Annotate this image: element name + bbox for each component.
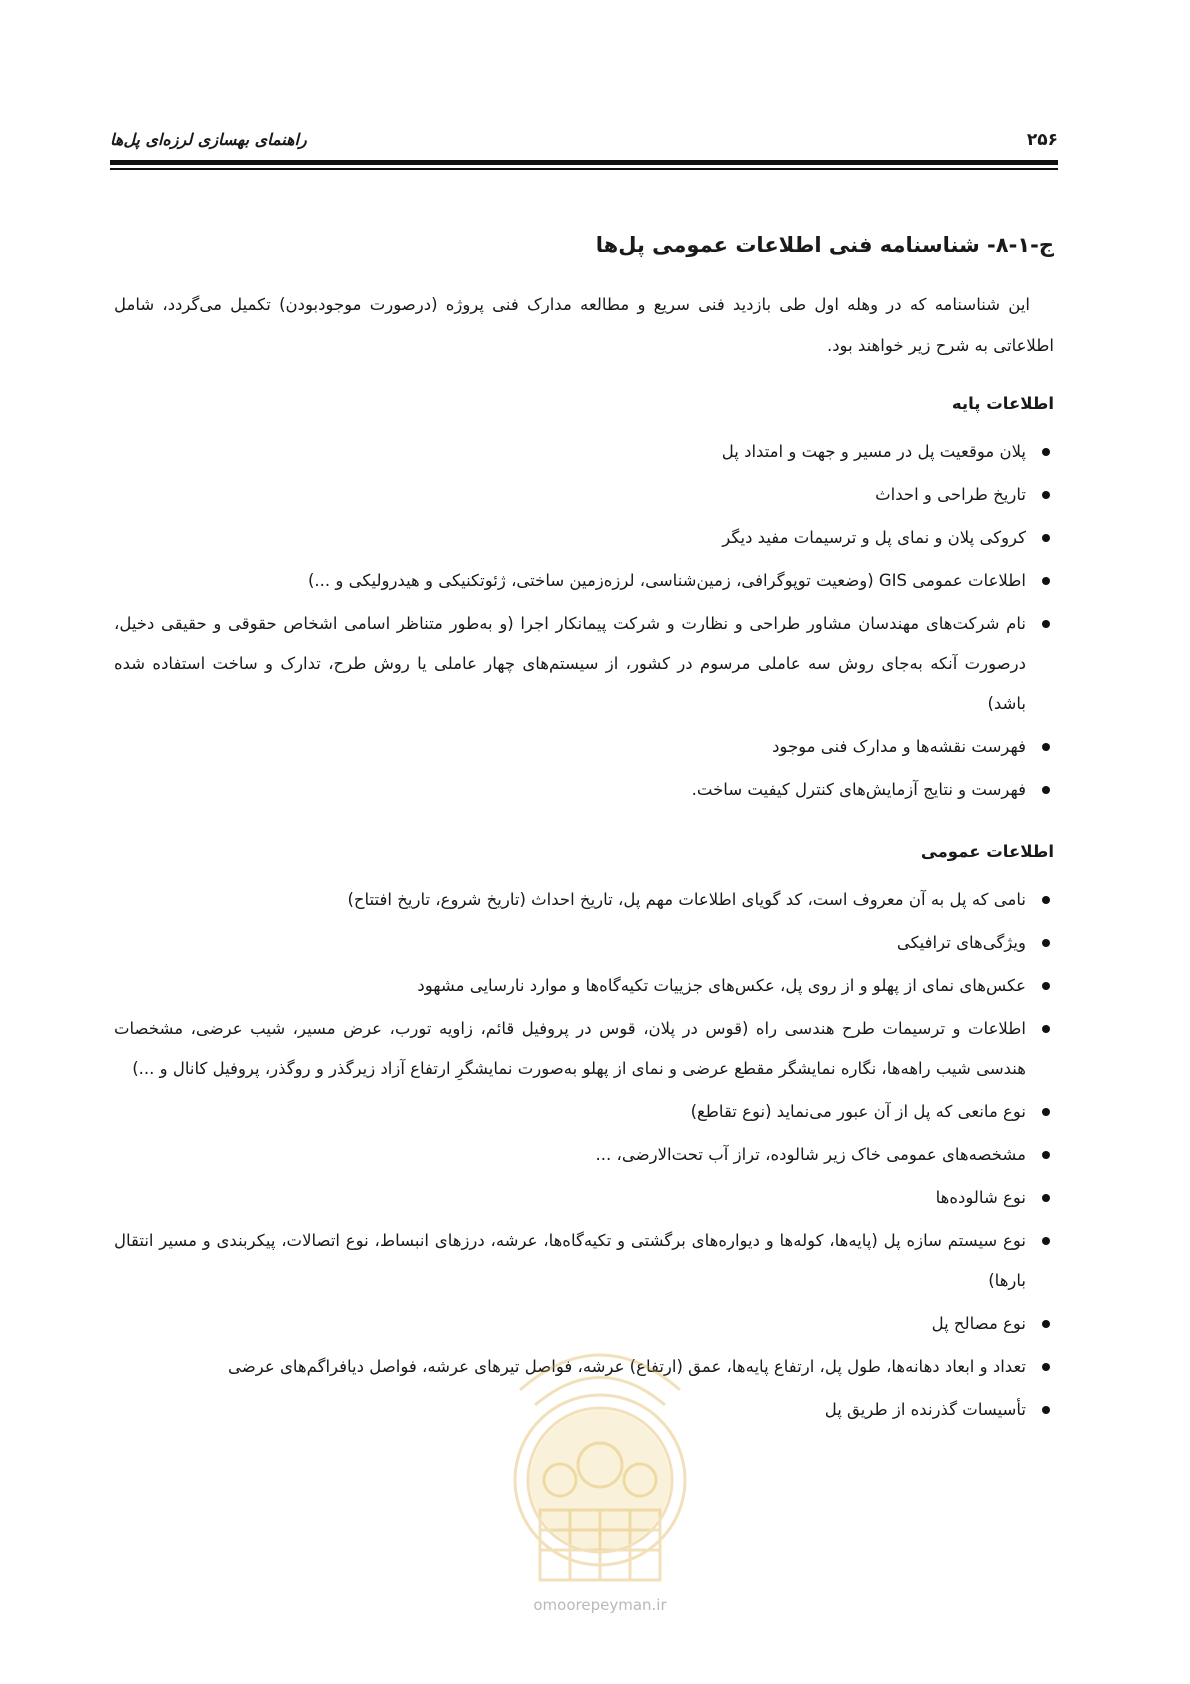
list-item [114,1347,1054,1387]
list-item-text: تأسیسات گذرنده از طریق پل [824,1400,1026,1419]
book-title: راهنمای بهسازی لرزه‌ای پل‌ها [110,130,307,149]
bullet-icon [1042,448,1050,456]
bullet-icon [1042,982,1050,990]
section-title: ج-۱-۸- شناسنامه فنی اطلاعات عمومی پل‌ها [595,233,1054,257]
list-item [114,1221,1054,1301]
general-info-list [114,880,1054,1430]
list-item [114,1178,1054,1218]
list-item-text: فهرست نقشه‌ها و مدارک فنی موجود [772,737,1026,756]
basic-info-heading: اطلاعات پایه [951,394,1054,413]
list-item [114,1390,1054,1430]
list-item [114,432,1054,472]
bullet-icon [1042,786,1050,794]
bullet-icon [1042,1406,1050,1414]
bullet-icon [1042,534,1050,542]
list-item [114,561,1054,601]
list-item [114,1304,1054,1344]
list-item-text: عکس‌های نمای از پهلو و از روی پل، عکس‌های جزییات تکیه‌گاه‌ها و موارد نارسایی مشهود [417,976,1026,995]
list-item [114,1135,1054,1175]
list-item-text: نامی که پل به آن معروف است، کد گویای اطلاعات مهم پل، تاریخ احداث (تاریخ شروع، تاریخ افتتاح) [347,890,1026,909]
bullet-icon [1042,896,1050,904]
list-item-text: کروکی پلان و نمای پل و ترسیمات مفید دیگر [722,528,1026,547]
list-item [114,475,1054,515]
watermark-url: omoorepeyman.ir [533,1596,667,1614]
bullet-icon [1042,1151,1050,1159]
list-item-text: ویژگی‌های ترافیکی [896,933,1026,952]
list-item [114,1092,1054,1132]
bullet-icon [1042,577,1050,585]
list-item [114,1009,1054,1089]
bullet-icon [1042,1237,1050,1245]
bullet-icon [1042,1108,1050,1116]
basic-info-list [114,432,1054,810]
bullet-icon [1042,491,1050,499]
list-item-text: نوع سیستم سازه پل (پایه‌ها، کوله‌ها و دیواره‌های برگشتی و تکیه‌گاه‌ها، عرشه، درزهای انبساط، نوع اتصالات، پیکربندی و مسیر انتقال بارها) [114,1231,1026,1290]
list-item-text: فهرست و نتایج آزمایش‌های کنترل کیفیت ساخت. [691,780,1026,799]
list-item-text: تعداد و ابعاد دهانه‌ها، طول پل، ارتفاع پایه‌ها، عمق (ارتفاع) عرشه، فواصل تیرهای عرشه، فواصل دیافراگم‌های عرضی [228,1357,1026,1376]
general-info-heading: اطلاعات عمومی [920,842,1054,861]
list-item-text: اطلاعات و ترسیمات طرح هندسی راه (قوس در پلان، قوس در پروفیل قائم، زاویه تورب، عرض مسیر، شیب عرضی، مشخصات هندسی شیب راهه‌ها، نگاره نمایشگر مقطع عرضی و نمای از پهلو به‌صورت نمایشگرِ ارتفاع آزاد زیرگذر و روگذر، پروفیل کانال و ...) [114,1019,1026,1078]
list-item [114,518,1054,558]
list-item [114,923,1054,963]
list-item-text: نوع شالوده‌ها [935,1188,1026,1207]
list-item-text: نوع مانعی که پل از آن عبور می‌نماید (نوع تقاطع) [690,1102,1026,1121]
list-item-text: مشخصه‌های عمومی خاک زیر شالوده، تراز آب تحت‌الارضی، ... [595,1145,1026,1164]
list-item [114,966,1054,1006]
list-item-text: پلان موقعیت پل در مسیر و جهت و امتداد پل [721,442,1026,461]
running-header [110,130,1058,156]
bullet-icon [1042,1363,1050,1371]
header-rule-thin [110,168,1058,170]
intro-paragraph: این شناسنامه که در وهله اول طی بازدید فنی سریع و مطالعه مدارک فنی پروژه (درصورت موجودبودن) تکمیل می‌گردد، شامل اطلاعاتی به شرح زیر خواهند بود. [114,295,1054,355]
list-item-text: تاریخ طراحی و احداث [875,485,1026,504]
list-item [114,727,1054,767]
bullet-icon [1042,939,1050,947]
bullet-icon [1042,743,1050,751]
header-rule-thick [110,160,1058,165]
list-item-text: اطلاعات عمومی GIS (وضعیت توپوگرافی، زمین‌شناسی، لرزه‌زمین ساختی، ژئوتکنیکی و هیدرولیکی و ...) [307,571,1026,590]
list-item-text: نام شرکت‌های مهندسان مشاور طراحی و نظارت و شرکت پیمانکار اجرا (و به‌طور متناظر اسامی اشخاص حقوقی و حقیقی دخیل، درصورت آنکه به‌جای روش سه عاملی مرسوم در کشور، از سیستم‌های چهار عاملی یا روش طرح، تدارک و ساخت استفاده شده باشد) [114,614,1026,713]
list-item [114,604,1054,724]
bullet-icon [1042,620,1050,628]
list-item-text: نوع مصالح پل [931,1314,1026,1333]
bullet-icon [1042,1320,1050,1328]
list-item [114,770,1054,810]
list-item [114,880,1054,920]
page-number: ۲۵۶ [1026,130,1058,150]
bullet-icon [1042,1025,1050,1033]
page-content [114,228,1054,1454]
bullet-icon [1042,1194,1050,1202]
